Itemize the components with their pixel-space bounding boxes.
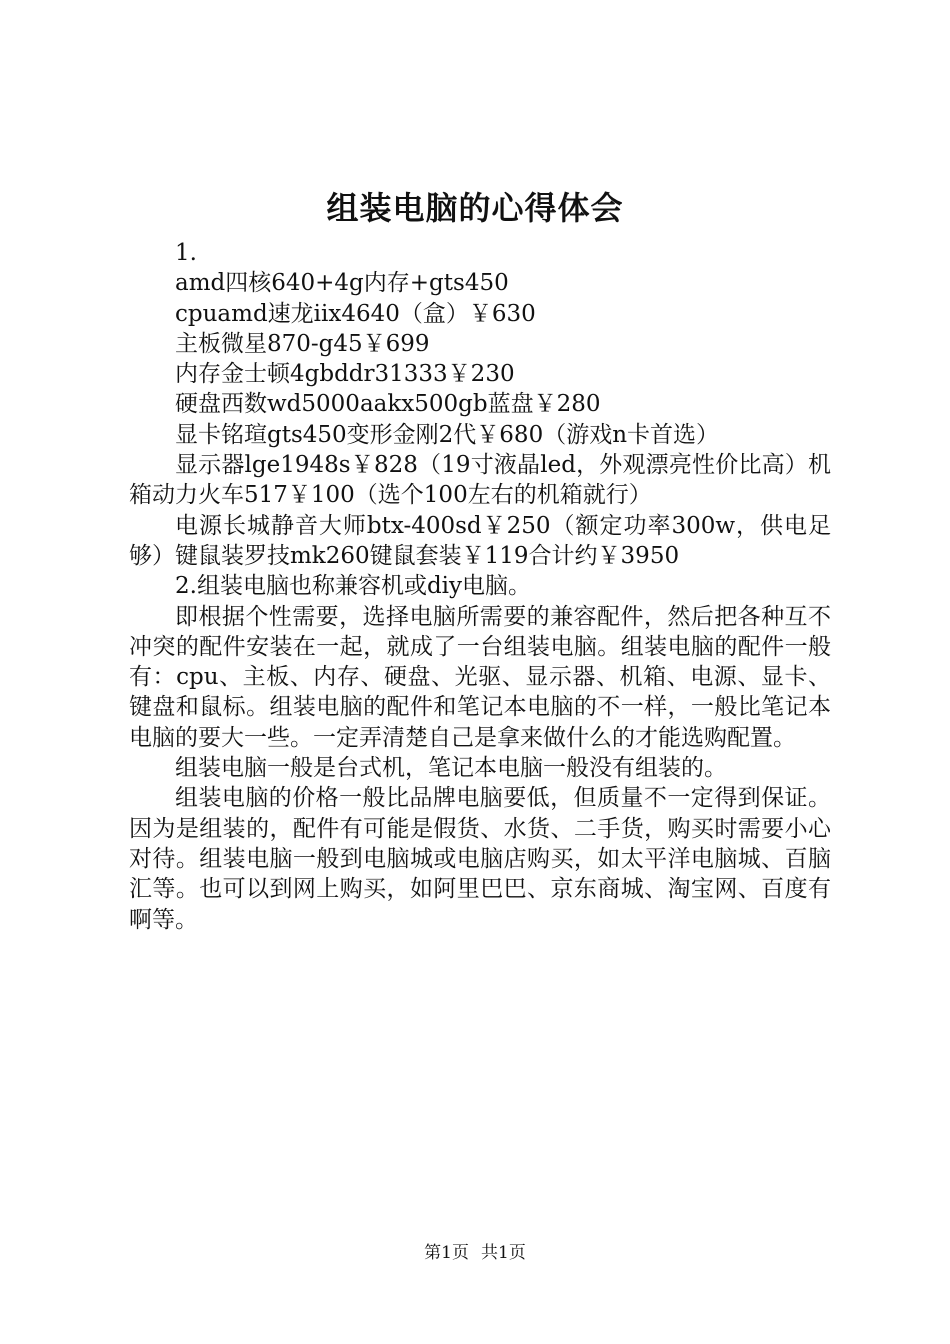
paragraph: 显卡铭瑄gts450变形金刚2代￥680（游戏n卡首选） xyxy=(175,421,720,448)
paragraph: 电源长城静音大师btx-400sd￥250（额定功率300w，供电足够）键鼠装罗技mk260键鼠套装￥119合计约￥3950 xyxy=(129,512,831,569)
paragraph: 1. xyxy=(175,240,197,266)
paragraph: 内存金士顿4gbddr31333￥230 xyxy=(175,361,515,388)
paragraph: 主板微星870-g45￥699 xyxy=(175,330,430,357)
paragraph: amd四核640+4g内存+gts450 xyxy=(175,270,509,297)
document-body xyxy=(129,238,831,935)
paragraph: 组装电脑一般是台式机，笔记本电脑一般没有组装的。 xyxy=(175,755,727,782)
document-title: 组装电脑的心得体会 xyxy=(326,189,624,227)
paragraph: 2.组装电脑也称兼容机或diy电脑。 xyxy=(175,573,532,600)
page-footer xyxy=(0,1241,950,1265)
page-number: 第1页 xyxy=(424,1243,469,1263)
paragraph: 即根据个性需要，选择电脑所需要的兼容配件，然后把各种互不冲突的配件安装在一起，就成了一台组装电脑。组装电脑的配件一般有：cpu、主板、内存、硬盘、光驱、显示器、机箱、电源、显卡、键盘和鼠标。组装电脑的配件和笔记本电脑的不一样，一般比笔记本电脑的要大一些。一定弄清楚自己是拿来做什么的才能选购配置。 xyxy=(129,603,831,751)
paragraph: 显示器lge1948s￥828（19寸液晶led，外观漂亮性价比高）机箱动力火车517￥100（选个100左右的机箱就行） xyxy=(129,452,831,509)
paragraph: cpuamd速龙iix4640（盒）￥630 xyxy=(175,300,536,327)
paragraph: 硬盘西数wd5000aakx500gb蓝盘￥280 xyxy=(175,391,601,418)
page-total: 共1页 xyxy=(481,1243,526,1263)
paragraph: 组装电脑的价格一般比品牌电脑要低，但质量不一定得到保证。因为是组装的，配件有可能是假货、水货、二手货，购买时需要小心对待。组装电脑一般到电脑城或电脑店购买，如太平洋电脑城、百脑汇等。也可以到网上购买，如阿里巴巴、京东商城、淘宝网、百度有啊等。 xyxy=(129,785,831,933)
